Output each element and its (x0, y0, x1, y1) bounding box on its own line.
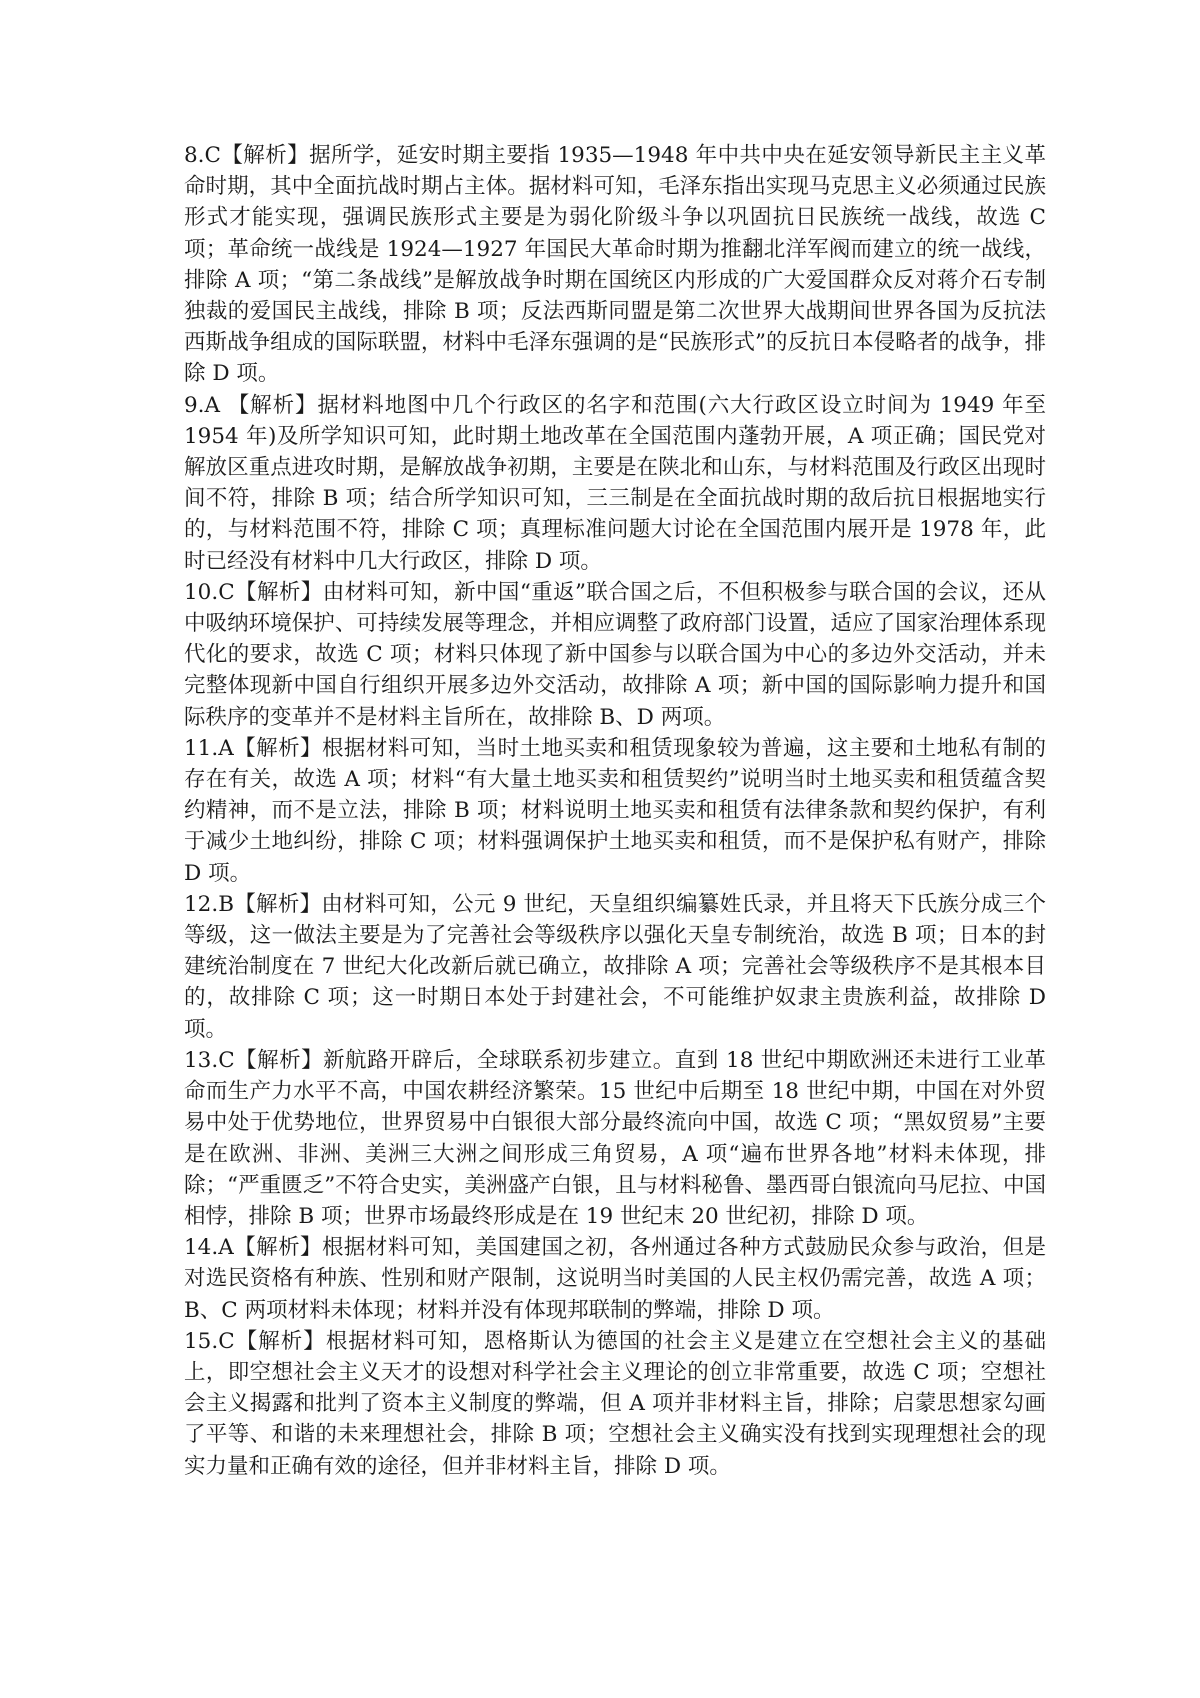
item-number: 13.C (184, 1047, 235, 1073)
item-number: 12.B (184, 891, 234, 917)
explanation-item-11 (184, 733, 1046, 889)
analysis-tag: 【解析】 (234, 1047, 324, 1073)
explanation-text: 新航路开辟后，全球联系初步建立。直到 18 世纪中期欧洲还未进行工业革命而生产力水平不高，中国农耕经济繁荣。15 世纪中后期至 18 世纪中期，中国在对外贸易中处于优势地位，世界贸易中白银很大部分最终流向中国，故选 C 项；“黑奴贸易”主要是在欧洲、非洲、美洲三大洲之间形成三角贸易，A 项“遍布世界各地”材料未体现，排除；“严重匮乏”不符合史实，美洲盛产白银，且与材料秘鲁、墨西哥白银流向马尼拉、中国相悖，排除 B 项；世界市场最终形成是在 19 世纪末 20 世纪初，排除 D 项。 (184, 1047, 1046, 1229)
explanation-text: 据材料地图中几个行政区的名字和范围(六大行政区设立时间为 1949 年至 1954 年)及所学知识可知，此时期土地改革在全国范围内蓬勃开展，A 项正确；国民党对解放区重点进攻时期，是解放战争初期，主要是在陕北和山东，与材料范围及行政区出现时间不符，排除 B 项；结合所学知识可知，三三制是在全面抗战时期的敌后抗日根据地实行的，与材料范围不符，排除 C 项；真理标准问题大讨论在全国范围内展开是 1978 年，此时已经没有材料中几大行政区，排除 D 项。 (184, 392, 1046, 574)
explanation-item-12 (184, 889, 1046, 1045)
explanation-text: 根据材料可知，恩格斯认为德国的社会主义是建立在空想社会主义的基础上，即空想社会主义天才的设想对科学社会主义理论的创立非常重要，故选 C 项；空想社会主义揭露和批判了资本主义制度的弊端，但 A 项并非材料主旨，排除；启蒙思想家勾画了平等、和谐的未来理想社会，排除 B 项；空想社会主义确实没有找到实现理想社会的现实力量和正确有效的途径，但并非材料主旨，排除 D 项。 (184, 1328, 1046, 1479)
item-number: 14.A (184, 1235, 234, 1261)
explanation-item-8 (184, 140, 1046, 390)
item-number: 10.C (184, 579, 235, 605)
answer-explanations (184, 140, 1046, 1482)
explanation-item-14 (184, 1232, 1046, 1326)
explanation-item-15 (184, 1326, 1046, 1482)
explanation-text: 由材料可知，公元 9 世纪，天皇组织编纂姓氏录，并且将天下氏族分成三个等级，这一做法主要是为了完善社会等级秩序以强化天皇专制统治，故选 B 项；日本的封建统治制度在 7 世纪大化改新后就已确立，故排除 A 项；完善社会等级秩序不是其根本目的，故排除 C 项；这一时期日本处于封建社会，不可能维护奴隶主贵族利益，故排除 D 项。 (184, 891, 1046, 1042)
item-number: 11.A (184, 735, 234, 761)
item-number: 8.C (184, 143, 221, 168)
explanation-text: 据所学，延安时期主要指 1935—1948 年中共中央在延安领导新民主主义革命时期，其中全面抗战时期占主体。据材料可知，毛泽东指出实现马克思主义必须通过民族形式才能实现，强调民族形式主要是为弱化阶级斗争以巩固抗日民族统一战线，故选 C 项；革命统一战线是 1924—1927 年国民大革命时期为推翻北洋军阀而建立的统一战线，排除 A 项；“第二条战线”是解放战争时期在国统区内形成的广大爱国群众反对蒋介石专制独裁的爱国民主战线，排除 B 项；反法西斯同盟是第二次世界大战期间世界各国为反抗法西斯战争组成的国际联盟，材料中毛泽东强调的是“民族形式”的反抗日本侵略者的战争，排除 D 项。 (184, 143, 1046, 387)
analysis-tag: 【解析】 (227, 392, 318, 418)
explanation-item-10 (184, 577, 1046, 733)
item-number: 9.A (184, 392, 228, 418)
analysis-tag: 【解析】 (234, 579, 323, 605)
analysis-tag: 【解析】 (233, 1235, 322, 1261)
analysis-tag: 【解析】 (220, 143, 310, 168)
explanation-text: 根据材料可知，当时土地买卖和租赁现象较为普遍，这主要和土地私有制的存在有关，故选 A 项；材料“有大量土地买卖和租赁契约”说明当时土地买卖和租赁蕴含契约精神，而不是立法，排除 B 项；材料说明土地买卖和租赁有法律条款和契约保护，有利于减少土地纠纷，排除 C 项；材料强调保护土地买卖和租赁，而不是保护私有财产，排除 D 项。 (184, 735, 1046, 886)
explanation-text: 由材料可知，新中国“重返”联合国之后，不但积极参与联合国的会议，还从中吸纳环境保护、可持续发展等理念，并相应调整了政府部门设置，适应了国家治理体系现代化的要求，故选 C 项；材料只体现了新中国参与以联合国为中心的多边外交活动，并未完整体现新中国自行组织开展多边外交活动，故排除 A 项；新中国的国际影响力提升和国际秩序的变革并不是材料主旨所在，故排除 B、D 两项。 (184, 579, 1046, 730)
explanation-item-13 (184, 1045, 1046, 1232)
analysis-tag: 【解析】 (233, 735, 322, 761)
analysis-tag: 【解析】 (234, 1328, 326, 1354)
explanation-item-9 (184, 390, 1046, 577)
analysis-tag: 【解析】 (234, 891, 322, 917)
explanation-text: 根据材料可知，美国建国之初，各州通过各种方式鼓励民众参与政治，但是对选民资格有种族、性别和财产限制，这说明当时美国的人民主权仍需完善，故选 A 项；B、C 两项材料未体现；材料并没有体现邦联制的弊端，排除 D 项。 (184, 1235, 1046, 1323)
item-number: 15.C (184, 1328, 235, 1354)
